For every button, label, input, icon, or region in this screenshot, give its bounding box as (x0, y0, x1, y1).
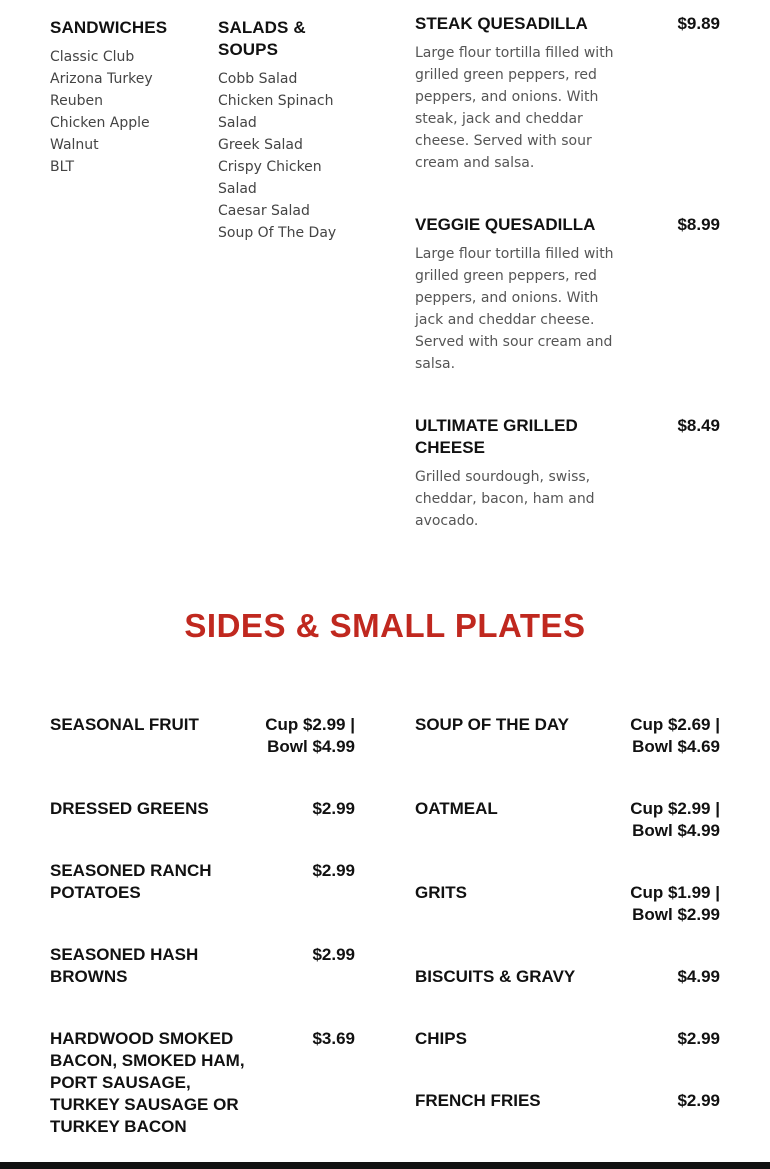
side-item-name: SEASONED HASH BROWNS (50, 945, 199, 986)
menu-item-steak-quesadilla (415, 13, 720, 174)
side-item-price: $2.99 (312, 799, 355, 818)
side-item-price: Cup $2.99 | Bowl $4.99 (265, 715, 355, 756)
sides-column-right (415, 714, 720, 1112)
category-title: SALADS & SOUPS (218, 18, 306, 59)
side-item-name: SEASONED RANCH POTATOES (50, 861, 212, 902)
category-link-caesar-salad[interactable]: Caesar Salad (218, 203, 310, 219)
category-title: SANDWICHES (50, 18, 168, 37)
side-item-oatmeal (415, 798, 720, 882)
category-link-classic-club[interactable]: Classic Club (50, 49, 135, 65)
side-item-price: Cup $1.99 | Bowl $2.99 (630, 883, 720, 924)
menu-item-description: Large flour tortilla filled with grilled green peppers, red peppers, and onions. With jack and cheddar cheese. Served with sour cream and salsa. (415, 246, 614, 372)
side-item-chips (415, 1028, 720, 1090)
category-link-chicken-spinach-salad[interactable]: Chicken Spinach Salad (218, 93, 334, 131)
side-item-price: $2.99 (312, 945, 355, 964)
side-item-name: SOUP OF THE DAY (415, 715, 569, 734)
category-link-blt[interactable]: BLT (50, 159, 75, 175)
sides-column-left (50, 714, 355, 1138)
side-item-price: $2.99 (677, 1091, 720, 1110)
side-item-french-fries (415, 1090, 720, 1112)
side-item-price: Cup $2.69 | Bowl $4.69 (630, 715, 720, 756)
side-item-price: $2.99 (677, 1029, 720, 1048)
footer-bar (0, 1162, 770, 1169)
side-item-name: HARDWOOD SMOKED BACON, SMOKED HAM, PORT SAUSAGE, TURKEY SAUSAGE OR TURKEY BACON (50, 1029, 245, 1136)
category-link-soup-of-the-day[interactable]: Soup Of The Day (218, 225, 337, 241)
menu-item-description: Large flour tortilla filled with grilled green peppers, red peppers, and onions. With steak, jack and cheddar cheese. Served with sour cream and salsa. (415, 45, 614, 171)
side-item-name: BISCUITS & GRAVY (415, 967, 576, 986)
side-item-name: GRITS (415, 883, 467, 902)
category-link-chicken-apple-walnut[interactable]: Chicken Apple Walnut (50, 115, 150, 153)
category-list (50, 46, 200, 178)
menu-item-description: Grilled sourdough, swiss, cheddar, bacon, ham and avocado. (415, 469, 595, 529)
featured-items (415, 13, 720, 532)
side-item-soup-of-the-day (415, 714, 720, 798)
side-item-price: $3.69 (312, 1029, 355, 1048)
side-item-price: $4.99 (677, 967, 720, 986)
side-item-name: CHIPS (415, 1029, 467, 1048)
menu-item-name: STEAK QUESADILLA (415, 14, 588, 33)
menu-item-ultimate-grilled-cheese (415, 415, 720, 532)
side-item-name: FRENCH FRIES (415, 1091, 541, 1110)
category-link-greek-salad[interactable]: Greek Salad (218, 137, 303, 153)
side-item-seasonal-fruit (50, 714, 355, 798)
category-link-arizona-turkey[interactable]: Arizona Turkey (50, 71, 153, 87)
category-link-reuben[interactable]: Reuben (50, 93, 103, 109)
menu-item-price: $8.99 (677, 215, 720, 234)
category-salads-soups (218, 17, 358, 244)
category-sandwiches (50, 17, 200, 178)
side-item-name: OATMEAL (415, 799, 498, 818)
category-link-crispy-chicken-salad[interactable]: Crispy Chicken Salad (218, 159, 322, 197)
side-item-price: Cup $2.99 | Bowl $4.99 (630, 799, 720, 840)
menu-item-name: ULTIMATE GRILLED CHEESE (415, 416, 578, 457)
menu-item-name: VEGGIE QUESADILLA (415, 215, 596, 234)
side-item-dressed-greens (50, 798, 355, 860)
menu-item-price: $9.89 (677, 14, 720, 33)
category-link-cobb-salad[interactable]: Cobb Salad (218, 71, 298, 87)
section-title-sides: SIDES & SMALL PLATES (184, 607, 586, 644)
side-item-seasoned-hash-browns (50, 944, 355, 1028)
side-item-name: SEASONAL FRUIT (50, 715, 199, 734)
side-item-name: DRESSED GREENS (50, 799, 209, 818)
menu-item-veggie-quesadilla (415, 214, 720, 375)
side-item-seasoned-ranch-potatoes (50, 860, 355, 944)
menu-item-price: $8.49 (677, 416, 720, 435)
side-item-smoked-meats (50, 1028, 355, 1138)
side-item-price: $2.99 (312, 861, 355, 880)
side-item-grits (415, 882, 720, 966)
side-item-biscuits-gravy (415, 966, 720, 1028)
category-list (218, 68, 358, 244)
